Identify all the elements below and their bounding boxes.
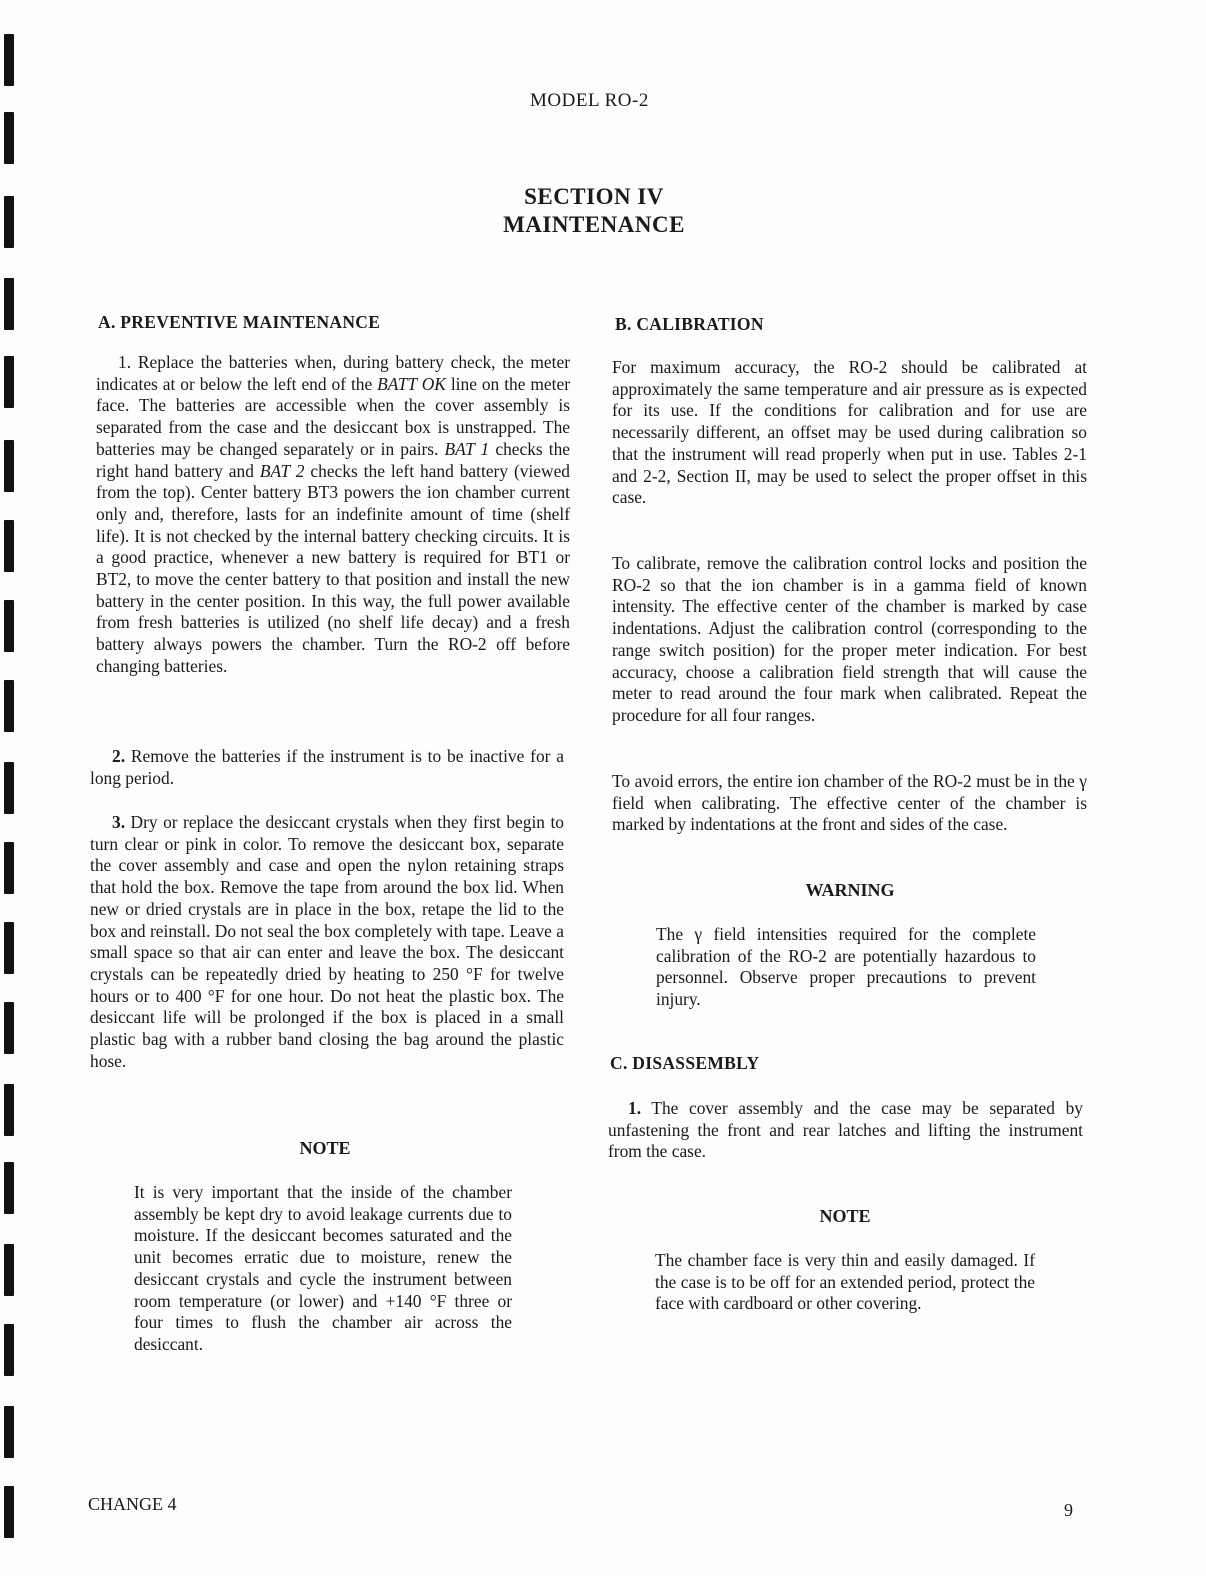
footer-change: CHANGE 4 <box>88 1494 177 1514</box>
warning-heading: WARNING <box>805 880 895 900</box>
disassembly-p1-text: The cover assembly and the case may be separated by unfastening the front and rear latches and lifting the instrument from the case. <box>608 1098 1083 1162</box>
preventive-paragraph-3 <box>90 812 564 1072</box>
calibration-paragraph-1: For maximum accuracy, the RO-2 should be calibrated at approximately the same temperature and air pressure as is expected for its use. If the conditions for calibration and for use are necessarily different, an offset may be used during calibration so that the instrument will read properly when put in use. Tables 2-1 and 2-2, Section II, may be used to select the proper offset in this case. <box>612 357 1087 508</box>
p1-number: 1. <box>118 352 132 372</box>
calibration-heading: B. CALIBRATION <box>615 314 764 334</box>
disassembly-p1-number: 1. <box>628 1098 642 1118</box>
bat2-label: BAT 2 <box>259 460 305 481</box>
page-number: 9 <box>1064 1500 1073 1520</box>
p3-number: 3. <box>112 812 126 832</box>
preventive-paragraph-1 <box>96 352 570 678</box>
p3-text: Dry or replace the desiccant crystals when they first begin to turn clear or pink in color. To remove the desiccant box, separate the cover assembly and case and open the nylon retaining straps that hold the box. Remove the tape from around the box lid. When new or dried crystals are in place in the box, retape the lid to the box and reinstall. Do not seal the box completely with tape. Leave a small space so that air can enter and leave the box. The desiccant crystals can be repeatedly dried by heating to 250 °F for twelve hours or to 400 °F for one hour. Do not heat the plastic box. The desiccant life will be prolonged if the box is placed in a small plastic bag with a rubber band closing the bag around the plastic hose. <box>90 812 564 1071</box>
calibration-paragraph-3: To avoid errors, the entire ion chamber of the RO-2 must be in the γ field when calibrating. The effective center of the chamber is marked by indentations at the front and sides of the case. <box>612 771 1087 835</box>
p1-text-a: Replace the batteries when, during battery check, the meter indicates at or below the left end of the <box>96 352 570 394</box>
p1-text-b: line on the meter face. The batteries are accessible when the cover assembly is separated from the case and the desiccant box is unstrapped. The batteries may be changed separately or in pairs. <box>96 373 570 459</box>
preventive-paragraph-2 <box>90 746 564 789</box>
warning-text: The γ field intensities required for the complete calibration of the RO-2 are potentially hazardous to personnel. Observe proper precautions to prevent injury. <box>656 924 1036 1010</box>
p1-text-d: checks the left hand battery (viewed from the top). Center battery BT3 powers the ion chamber current only and, therefore, lasts for an indefinite amount of time (shelf life). It is not checked by the internal battery checking circuits. It is a good practice, whenever a new battery is required for BT1 or BT2, to move the center battery to that position and install the new battery in the center position. In this way, the full power available from fresh batteries is utilized (no shelf life decay) and a fresh battery always powers the chamber. Turn the RO-2 off before changing batteries. <box>96 460 570 676</box>
disassembly-paragraph-1 <box>608 1098 1083 1163</box>
p2-text: Remove the batteries if the instrument is to be inactive for a long period. <box>90 746 564 788</box>
section-title: MAINTENANCE <box>503 212 685 237</box>
p2-number: 2. <box>112 746 126 766</box>
preventive-maintenance-heading: A. PREVENTIVE MAINTENANCE <box>98 312 381 332</box>
note-text-right: The chamber face is very thin and easily damaged. If the case is to be off for an extended period, protect the face with cardboard or other covering. <box>655 1250 1035 1314</box>
bat1-label: BAT 1 <box>444 438 490 459</box>
page-header-model: MODEL RO-2 <box>530 90 649 111</box>
note-heading-left: NOTE <box>299 1138 351 1158</box>
p1-text-c: checks the right hand battery and <box>96 438 570 481</box>
disassembly-heading: C. DISASSEMBLY <box>610 1053 760 1073</box>
note-text-left: It is very important that the inside of the chamber assembly be kept dry to avoid leakage currents due to moisture. If the desiccant becomes saturated and the unit becomes erratic due to moisture, renew the desiccant crystals and cycle the instrument between room temperature (or lower) and +140 °F three or four times to flush the chamber air across the desiccant. <box>134 1182 512 1354</box>
calibration-paragraph-2: To calibrate, remove the calibration control locks and position the RO-2 so that the ion chamber is in a gamma field of known intensity. The effective center of the chamber is marked by case indentations. Adjust the calibration control (corresponding to the range switch position) for the proper meter indication. For best accuracy, choose a calibration field strength that will cause the meter to read around the four mark when calibrated. Repeat the procedure for all four ranges. <box>612 553 1087 725</box>
batt-ok-label: BATT OK <box>377 373 446 394</box>
section-number: SECTION IV <box>524 184 664 209</box>
note-heading-right: NOTE <box>819 1206 871 1226</box>
